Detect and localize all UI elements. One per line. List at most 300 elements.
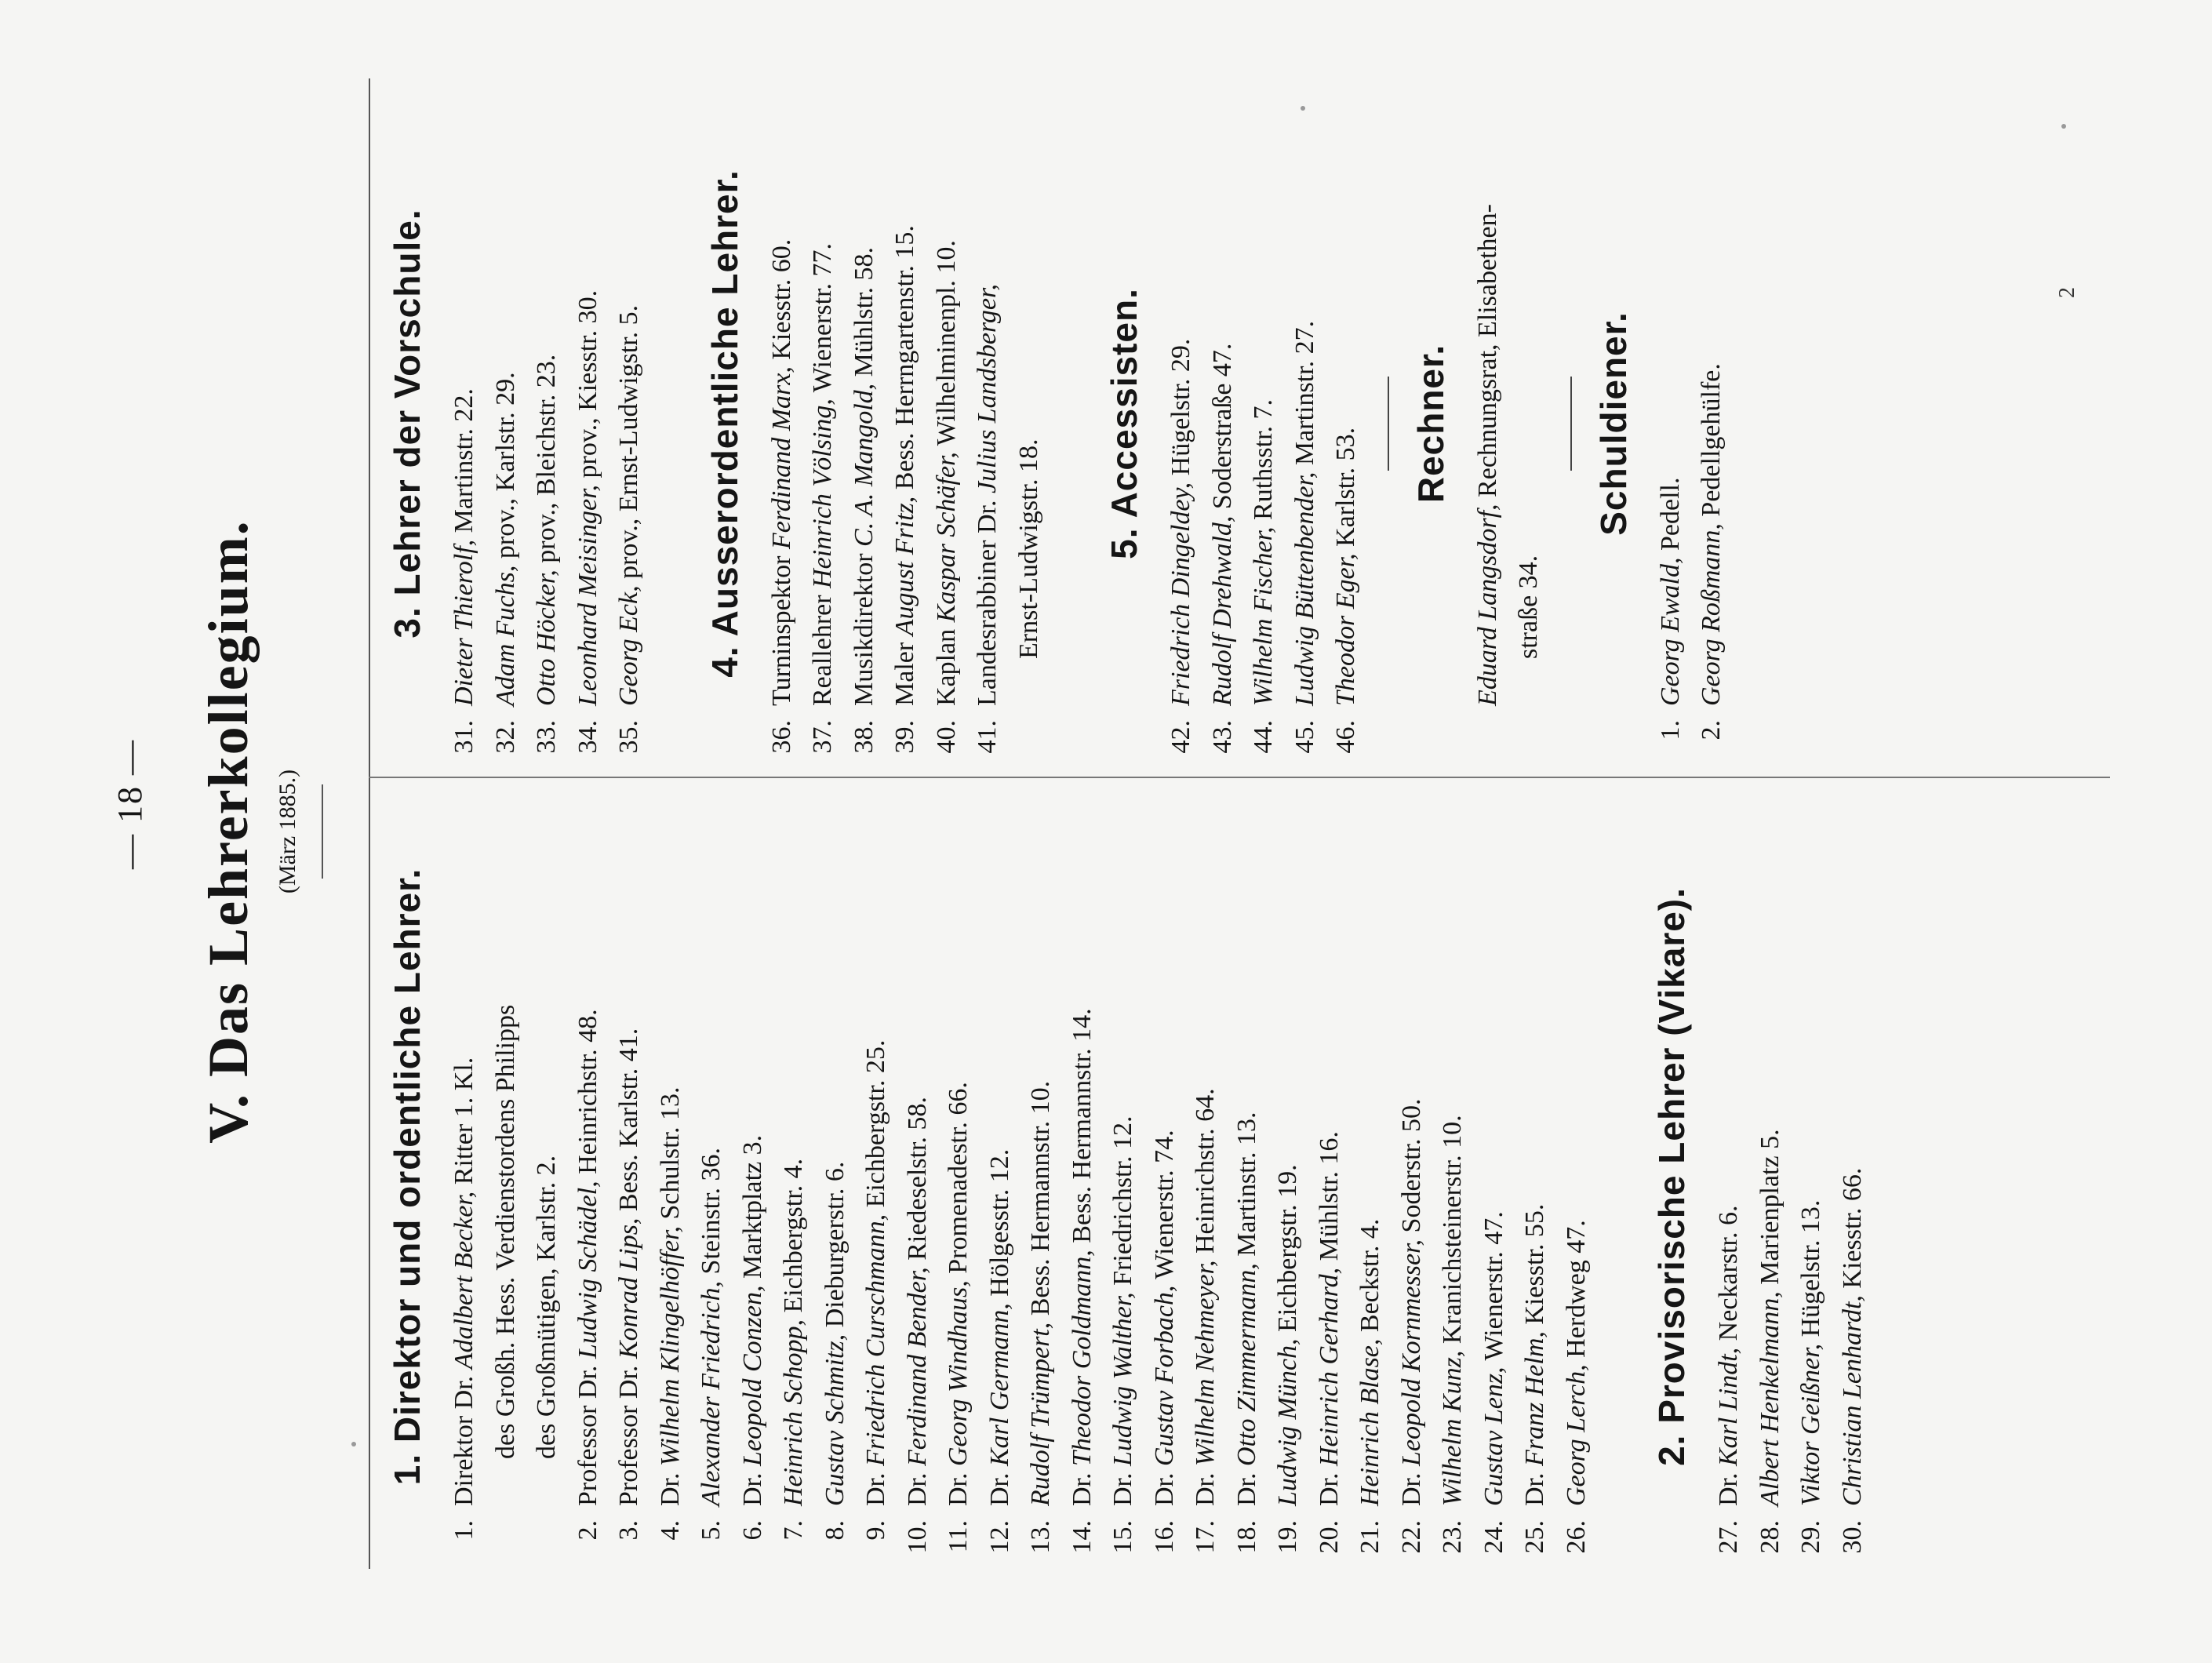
entry-number: 24. [1479, 1520, 1508, 1554]
list-item [773, 784, 815, 1569]
person-name: Karl Germann, [984, 1303, 1014, 1466]
entry-number: 9. [861, 1520, 890, 1541]
entry-number: 35. [614, 720, 643, 754]
person-name: Georg Ewald, [1655, 557, 1685, 706]
entry-address: Bess. Herrngartenstr. 15. [890, 225, 919, 490]
entry-text [1350, 784, 1392, 1506]
entry-number: 42. [1166, 720, 1195, 754]
scan-speck [1301, 106, 1305, 111]
entry-address: Wienerstr. 74. [1149, 1130, 1179, 1279]
list-item [815, 784, 857, 1569]
entry-text [691, 784, 733, 1506]
entry-address: prov., Kiesstr. 30. [573, 289, 602, 479]
list-item [967, 78, 1009, 769]
entry-text [1202, 78, 1244, 706]
list-item [486, 78, 527, 769]
entry-title: Musikdirektor [849, 553, 879, 706]
entry-number: 33. [532, 720, 561, 754]
entry-number: 2. [1697, 720, 1726, 741]
entry-number: 36. [766, 720, 796, 754]
scan-speck [2061, 124, 2066, 129]
person-name: Gustav Lenz, [1479, 1366, 1508, 1506]
entry-title: Dr. [984, 1472, 1014, 1506]
list-item [1103, 784, 1144, 1569]
entry-address: Dieburgerstr. 6. [820, 1161, 850, 1328]
entry-text [1832, 784, 1874, 1506]
entry-address: Steinstr. 36. [697, 1147, 726, 1275]
person-name: Otto Zimmermann, [1232, 1263, 1261, 1466]
page-subtitle: (März 1885.) [275, 769, 300, 894]
entry-text [526, 78, 568, 706]
entry-text [897, 784, 939, 1506]
entry-address: Riedeselstr. 58. [902, 1097, 932, 1261]
person-name: Theodor Eger, [1331, 553, 1360, 706]
list-item [1556, 784, 1598, 1569]
entry-number: 43. [1207, 720, 1237, 754]
entry-number: 14. [1067, 1520, 1097, 1554]
person-name: Ludwig Büttenbender, [1290, 471, 1319, 706]
entry-address: Hügelstr. 13. [1796, 1199, 1825, 1337]
column-divider [369, 777, 2110, 778]
title-rule [322, 784, 323, 879]
entry-text [1021, 784, 1062, 1506]
person-name: Friedrich Curschmann, [861, 1214, 890, 1466]
list-item [938, 784, 980, 1569]
entry-address: Heinrichstr. 48. [573, 1009, 602, 1174]
entry-text [444, 784, 486, 1506]
entry-address: Hölgesstr. 12. [984, 1148, 1014, 1297]
person-name: Julius Landsberger, [973, 284, 1002, 494]
person-name: Albert Henkelmann, [1755, 1291, 1785, 1506]
entry-address: Soderstr. 50. [1396, 1098, 1426, 1233]
person-name: Georg Eck, [614, 585, 643, 706]
section-3 [386, 78, 650, 769]
entry-text [980, 784, 1021, 1506]
entry-number: 7. [779, 1520, 808, 1541]
section-heading: 1. Direktor und ordentliche Lehrer. [387, 868, 427, 1486]
entry-text [1144, 784, 1186, 1506]
entry-number: 17. [1191, 1520, 1220, 1554]
entry-address: Bess. Hermannstr. 14. [1067, 1008, 1097, 1243]
entry-text [1243, 78, 1285, 706]
section-heading: 2. Provisorische Lehrer (Vikare). [1651, 887, 1692, 1466]
entry-address: Eichbergstr. 4. [779, 1158, 808, 1313]
entry-text [568, 78, 609, 706]
entry-number: 1. [1655, 720, 1685, 741]
person-name: Theodor Goldmann, [1067, 1250, 1097, 1466]
entry-address: Martinstr. 22. [449, 388, 478, 533]
page-number: — 18 — [111, 739, 149, 869]
list-item [856, 784, 897, 1569]
entry-address: Rechnungsrat, Elisabethen- [1472, 204, 1502, 497]
person-name: Adalbert Becker, [449, 1191, 478, 1370]
list-item [1708, 784, 1750, 1569]
entry-text [1392, 784, 1433, 1506]
entry-address: Kiesstr. 55. [1520, 1203, 1549, 1325]
entry-text [1468, 78, 1509, 706]
section-heading: Rechner. [1410, 344, 1451, 504]
list-item [1285, 78, 1326, 769]
person-name: Christian Lenhardt, [1837, 1295, 1867, 1506]
entry-number: 29. [1796, 1520, 1825, 1554]
list-item [568, 784, 609, 1569]
list-item [1161, 78, 1202, 769]
list-item [1650, 78, 1692, 769]
person-name: Heinrich Blase, [1355, 1338, 1384, 1506]
entry-title: Dr. [1191, 1472, 1220, 1506]
person-name: Alexander Friedrich, [697, 1280, 726, 1506]
entry-title: Dr. [861, 1472, 890, 1506]
entry-address: Mühlstr. 58. [849, 247, 879, 377]
entry-title: Dr. [1149, 1472, 1179, 1506]
entry-title: Dr. [1067, 1472, 1097, 1506]
person-name: Wilhelm Nehmeyer, [1191, 1260, 1220, 1466]
entry-address: Promenadestr. 66. [944, 1082, 973, 1274]
entry-number: 3. [614, 1520, 643, 1541]
person-name: August Fritz, [890, 496, 919, 636]
list-item [650, 784, 692, 1569]
person-name: C. A. Mangold, [849, 383, 879, 547]
person-name: Franz Helm, [1520, 1331, 1549, 1466]
entry-title: Dr. [737, 1472, 767, 1506]
entry-text [1708, 784, 1750, 1506]
list-item [1309, 784, 1351, 1569]
entry-number: 41. [973, 720, 1002, 754]
list-item [1021, 784, 1062, 1569]
person-name: Dieter Thierolf, [449, 539, 478, 706]
entry-number: 46. [1331, 720, 1360, 754]
person-name: Wilhelm Klingelhöffer, [655, 1226, 685, 1466]
separator-rule [1570, 377, 1572, 471]
section-heading: 3. Lehrer der Vorschule. [387, 209, 427, 639]
list-item [1832, 784, 1874, 1569]
entry-text [856, 784, 897, 1506]
entry-number: 15. [1108, 1520, 1137, 1554]
person-name: Leopold Conzen, [737, 1285, 767, 1466]
list-item [1326, 78, 1367, 769]
entry-address: prov., Karlstr. 29. [490, 372, 520, 559]
entry-number: 12. [984, 1520, 1014, 1554]
entry-text [1650, 78, 1692, 706]
entry-address: Karlstr. 53. [1331, 427, 1360, 547]
list-item [1474, 784, 1515, 1569]
entry-number: 38. [849, 720, 879, 754]
entry-address: Soderstraße 47. [1207, 343, 1237, 510]
list-item [1791, 784, 1832, 1569]
list-item [444, 784, 486, 1569]
entry-title: Dr. [902, 1472, 932, 1506]
entry-title: Dr. [1396, 1472, 1426, 1506]
entry-number: 30. [1837, 1520, 1867, 1554]
entry-text [1285, 78, 1326, 706]
scan-speck [351, 1442, 356, 1446]
person-name: Georg Roßmann, [1697, 523, 1726, 706]
list-item [980, 784, 1021, 1569]
entry-address: Kiesstr. 66. [1837, 1167, 1867, 1289]
entry-address: Eichbergstr. 19. [1273, 1164, 1302, 1333]
entry-number: 26. [1561, 1520, 1591, 1554]
entry-number [1468, 720, 1509, 769]
person-name: Eduard Langsdorf, [1472, 504, 1502, 706]
list-item [1202, 78, 1244, 769]
list-item [885, 78, 926, 769]
entry-text [1268, 784, 1309, 1506]
entry-number: 22. [1396, 1520, 1426, 1554]
person-name: Adam Fuchs, [490, 565, 520, 706]
person-name: Gustav Schmitz, [820, 1334, 850, 1506]
entry-address: Hügelstr. 29. [1166, 338, 1195, 476]
person-name: Ferdinand Bender, [902, 1267, 932, 1466]
entry-address: Mühlstr. 16. [1314, 1131, 1344, 1261]
entry-number: 37. [808, 720, 837, 754]
entry-number: 44. [1249, 720, 1278, 754]
section-7 [1592, 78, 1733, 769]
entry-address: Marienplatz 5. [1755, 1129, 1785, 1285]
entry-number: 13. [1026, 1520, 1055, 1554]
section-4 [704, 78, 1050, 769]
entry-text [609, 78, 650, 706]
list-item [1350, 784, 1392, 1569]
entry-title: Professor Dr. [573, 1365, 602, 1506]
list-item [1144, 784, 1186, 1569]
entry-text [926, 78, 968, 706]
person-name: Leonhard Meisinger, [573, 484, 602, 706]
entry-text [802, 78, 844, 706]
entry-text [1750, 784, 1792, 1506]
entry-number: 23. [1438, 1520, 1467, 1554]
spacer [1597, 784, 1641, 1569]
entry-title: Dr. [944, 1472, 973, 1506]
entry-address: Pedellgehülfe. [1697, 363, 1726, 517]
entry-number: 32. [490, 720, 520, 754]
person-name: Wilhelm Kunz, [1438, 1350, 1467, 1506]
person-name: Georg Lerch, [1561, 1364, 1591, 1506]
entry-address: Wienerstr. 77. [808, 242, 837, 393]
list-item [1268, 784, 1309, 1569]
entry-number: 39. [890, 720, 919, 754]
person-name: Ludwig Schädel, [573, 1181, 602, 1359]
spacer [650, 78, 694, 769]
entry-address: Herdweg 47. [1561, 1220, 1591, 1358]
list-item [691, 784, 733, 1569]
entry-title: Landesrabbiner Dr. [973, 500, 1002, 706]
person-name: Leopold Kornmesser, [1396, 1239, 1426, 1466]
spacer [1050, 78, 1093, 769]
entry-address: Eichbergstr. 25. [861, 1039, 890, 1208]
entry-number: 6. [737, 1520, 767, 1541]
list-item [526, 78, 568, 769]
entry-number: 34. [573, 720, 602, 754]
entry-text [1791, 784, 1832, 1506]
left-column [377, 784, 1873, 1569]
entry-title: Turninspektor [766, 555, 796, 706]
section-1 [386, 784, 1597, 1569]
person-name: Gustav Forbach, [1149, 1285, 1179, 1466]
person-name: Karl Lindt, [1714, 1347, 1743, 1466]
entry-address: prov., Ernst-Ludwigstr. 5. [614, 304, 643, 579]
entry-text [967, 78, 1009, 706]
section-heading: Schuldiener. [1592, 311, 1634, 536]
person-name: Heinrich Schopp, [779, 1319, 808, 1506]
entry-text [1227, 784, 1268, 1506]
entry-text [1103, 784, 1144, 1506]
entry-text [885, 78, 926, 706]
entry-title: Direktor Dr. [449, 1375, 478, 1506]
entry-text [773, 784, 815, 1506]
entry-continuation: des Großmütigen, Karlstr. 2. [532, 1155, 561, 1459]
list-item [802, 78, 844, 769]
entry-address: Pedell. [1655, 477, 1685, 551]
list-item [609, 784, 650, 1569]
list-item [1515, 784, 1556, 1569]
header-rule [369, 78, 370, 1569]
list-item [844, 78, 886, 769]
person-name: Otto Höcker, [532, 569, 561, 706]
list-item [1185, 784, 1227, 1569]
list-item [1392, 784, 1433, 1569]
entry-text [650, 784, 692, 1506]
person-name: Heinrich Völsing, [808, 398, 837, 588]
entry-text [1185, 784, 1227, 1506]
person-name: Rudolf Trümpert, [1026, 1322, 1055, 1506]
page-title: V. Das Lehrerkollegium. [197, 519, 260, 1144]
entry-text [568, 784, 609, 1506]
entry-address: prov., Bleichstr. 23. [532, 354, 561, 563]
entry-title: Professor Dr. [614, 1365, 643, 1506]
entry-text [1326, 78, 1367, 706]
list-item [733, 784, 774, 1569]
entry-title: Dr. [1108, 1472, 1137, 1506]
entry-number: 2. [573, 1520, 602, 1541]
entry-title: Dr. [1314, 1472, 1344, 1506]
entry-text [1161, 78, 1202, 706]
list-item [1750, 784, 1792, 1569]
entry-title: Dr. [655, 1472, 685, 1506]
entry-number: 10. [902, 1520, 932, 1554]
entry-text [815, 784, 857, 1506]
entry-title: Dr. [1714, 1472, 1743, 1506]
entry-number: 19. [1273, 1520, 1302, 1554]
person-name: Ferdinand Marx, [766, 366, 796, 550]
entry-address: Ruthsstr. 7. [1249, 398, 1278, 520]
list-item [1691, 78, 1733, 769]
list-item [444, 78, 486, 769]
pencil-annotation: 2 [2055, 287, 2079, 298]
person-name: Kaspar Schäfer, [931, 452, 961, 623]
section-heading: 5. Accessisten. [1104, 288, 1144, 559]
entry-address: Martinstr. 27. [1290, 320, 1319, 466]
entry-number: 21. [1355, 1520, 1384, 1554]
entry-text [1309, 784, 1351, 1506]
entry-text [844, 78, 886, 706]
entry-address: Wilhelminenpl. 10. [931, 240, 961, 446]
entry-text [1474, 784, 1515, 1506]
entry-number: 45. [1290, 720, 1319, 754]
entry-address: Ritter 1. Kl. [449, 1057, 478, 1185]
person-name: Viktor Geißner, [1796, 1343, 1825, 1506]
person-name: Konrad Lips, [614, 1217, 643, 1359]
entry-text [1556, 784, 1598, 1506]
entry-text [938, 784, 980, 1506]
list-item [1468, 78, 1509, 769]
list-item [762, 78, 803, 769]
person-name: Ludwig Walther, [1108, 1292, 1137, 1466]
entry-address: Heinrichstr. 64. [1191, 1088, 1220, 1254]
entry-title: Reallehrer [808, 595, 837, 706]
section-5 [1103, 78, 1367, 769]
person-name: Ludwig Münch, [1273, 1338, 1302, 1506]
entry-number: 5. [697, 1520, 726, 1541]
list-item [609, 78, 650, 769]
entry-address: Beckstr. 4. [1355, 1218, 1384, 1333]
entry-text [444, 78, 486, 706]
entry-continuation: straße 34. [1514, 555, 1543, 659]
entry-text [762, 78, 803, 706]
separator-rule [1388, 377, 1389, 471]
entry-text [1432, 784, 1474, 1506]
entry-number: 25. [1520, 1520, 1549, 1554]
entry-address: Schulstr. 13. [655, 1086, 685, 1220]
entry-address: Marktplatz 3. [737, 1134, 767, 1279]
entry-continuation: des Großh. Hess. Verdienstordens Philipps [490, 1004, 520, 1459]
entry-address: Bess. Karlstr. 41. [614, 1028, 643, 1212]
entry-address: Martinstr. 13. [1232, 1112, 1261, 1257]
entry-number: 18. [1232, 1520, 1261, 1554]
list-item [568, 78, 609, 769]
list-item [1062, 784, 1104, 1569]
entry-text [1062, 784, 1104, 1506]
entry-address: Kiesstr. 60. [766, 238, 796, 360]
entry-title: Maler [890, 642, 919, 706]
entry-address: Friedrichstr. 12. [1108, 1115, 1137, 1286]
entry-text [609, 784, 650, 1506]
person-name: Heinrich Gerhard, [1314, 1267, 1344, 1466]
person-name: Rudolf Drehwald, [1207, 515, 1237, 706]
entry-text [1515, 784, 1556, 1506]
entry-text [486, 78, 527, 706]
person-name: Georg Windhaus, [944, 1280, 973, 1466]
person-name: Wilhelm Fischer, [1249, 526, 1278, 706]
entry-continuation: Ernst-Ludwigstr. 18. [1013, 438, 1043, 659]
entry-number: 40. [931, 720, 961, 754]
entry-number: 4. [655, 1520, 685, 1541]
entry-number: 31. [449, 720, 478, 754]
entry-number: 27. [1714, 1520, 1743, 1554]
person-name: Friedrich Dingeldey, [1166, 482, 1195, 706]
entry-number: 8. [820, 1520, 850, 1541]
entry-text [1691, 78, 1733, 706]
entry-number: 16. [1149, 1520, 1179, 1554]
entry-address: Kranichsteinerstr. 10. [1438, 1115, 1467, 1345]
list-item [1243, 78, 1285, 769]
right-column [377, 78, 1733, 769]
entry-number: 28. [1755, 1520, 1785, 1554]
list-item [926, 78, 968, 769]
entry-address: Wienerstr. 47. [1479, 1211, 1508, 1361]
entry-title: Kaplan [931, 628, 961, 706]
entry-address: Bess. Hermannstr. 10. [1026, 1080, 1055, 1316]
entry-number: 20. [1314, 1520, 1344, 1554]
list-item [1432, 784, 1474, 1569]
section-6 [1410, 78, 1550, 769]
list-item [897, 784, 939, 1569]
entry-number: 11. [944, 1520, 973, 1553]
entry-title: Dr. [1232, 1472, 1261, 1506]
entry-text [733, 784, 774, 1506]
list-item [1227, 784, 1268, 1569]
section-heading: 4. Ausserordentliche Lehrer. [704, 169, 745, 678]
entry-title: Dr. [1520, 1472, 1549, 1506]
